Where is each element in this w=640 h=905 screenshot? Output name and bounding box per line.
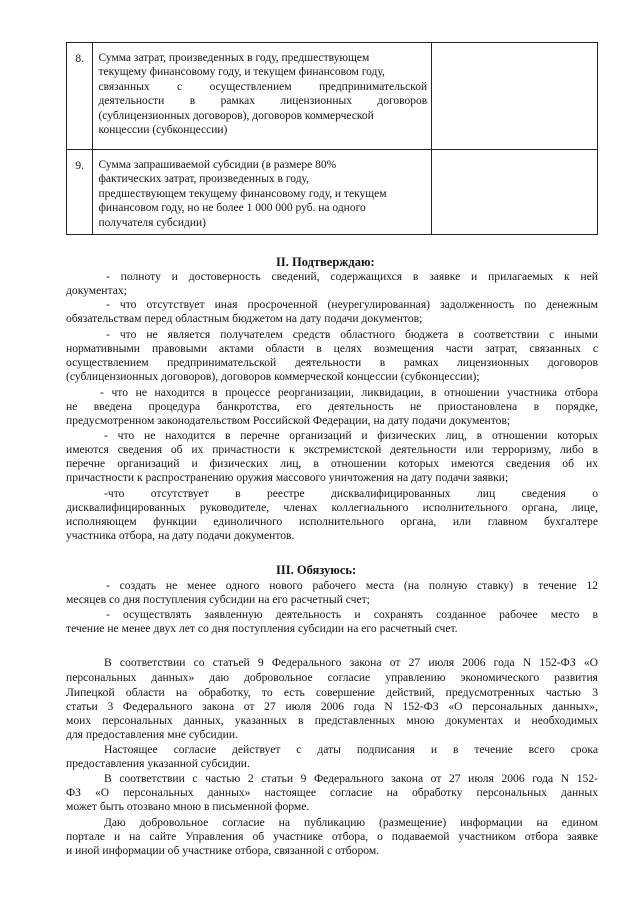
paragraph-line: ФЗ «О персональных данных» настоящее согласие на обработку персональных данных xyxy=(66,786,598,799)
paragraph-line: документах; xyxy=(66,284,127,297)
section-heading-confirm: II. Подтверждаю: xyxy=(276,255,375,269)
paragraph-line: - что не находится в перечне организаций и физических лиц, в отношении которых xyxy=(104,429,598,442)
paragraph-line: обязательствам перед областным бюджетом на дату подачи документов; xyxy=(66,312,423,325)
paragraph-line: нормативными правовыми актами области в целях возмещения части затрат, связанных с xyxy=(66,342,598,355)
paragraph-line: имеются сведения об их причастности к экстремистской деятельности или терроризму, либо в xyxy=(66,443,598,456)
row-description xyxy=(93,43,432,150)
cell-line: Сумма затрат, произведенных в году, предшествующем xyxy=(98,52,370,64)
paragraph-line: (сублицензионных договоров), договоров коммерческой концессии (субконцессии); xyxy=(66,370,480,383)
cell-line: получателя субсидии) xyxy=(98,216,206,229)
cell-line: Сумма запрашиваемой субсидии (в размере 80% xyxy=(98,159,337,171)
row-number: 9. xyxy=(67,150,93,235)
paragraph-line: для предоставления мне субсидии. xyxy=(66,728,238,741)
paragraph-line: В соответствии с частью 2 статьи 9 Федерального закона от 27 июля 2006 года N 152- xyxy=(104,772,598,785)
cell-line: деятельности в рамках лицензионных договоров xyxy=(98,95,428,108)
paragraph-line: перечне организаций и физических лиц, в отношении которых имеются сведения об их xyxy=(66,457,598,470)
cell-line: финансовом году, но не более 1 000 000 руб. на одного xyxy=(98,202,366,215)
paragraph-line: - что не является получателем средств областного бюджета в соответствии с иными xyxy=(106,328,598,341)
paragraph-line: участника отбора, на дату подачи документов. xyxy=(66,529,295,542)
cell-line: фактических затрат, произведенных в году, xyxy=(98,173,310,186)
paragraph-line: и иной информации об участнике отбора, связанной с отбором. xyxy=(66,844,380,857)
paragraph-line: статьи 3 Федерального закона от 27 июля 2006 года N 152-ФЗ «О персональных данных», xyxy=(66,700,598,713)
cell-line: текущему финансовому году, и текущем финансовом году, xyxy=(98,66,385,79)
row-value-cell[interactable] xyxy=(432,43,598,150)
subsidy-table xyxy=(66,42,598,235)
row-description xyxy=(93,150,432,235)
paragraph-line: - полноту и достоверность сведений, содержащихся в заявке и прилагаемых к ней xyxy=(106,270,598,283)
cell-line: предшествующем текущему финансовому году, и текущем xyxy=(98,187,387,200)
cell-line: концессии (субконцессии) xyxy=(98,124,228,137)
paragraph-line: - создать не менее одного нового рабочего места (на полную ставку) в течение 12 xyxy=(106,579,598,592)
section-heading-obligations: III. Обязуюсь: xyxy=(276,563,357,577)
paragraph-line: не введена процедура банкротства, его деятельность не приостановлена в порядке, xyxy=(66,400,598,413)
paragraph-line: предоставления указанной субсидии. xyxy=(66,757,250,770)
paragraph-line: причастности к распространению оружия массового уничтожения на дату подачи заявки; xyxy=(66,471,509,484)
paragraph-line: может быть отозвано мною в письменной форме. xyxy=(66,800,310,813)
paragraph-line: течение не менее двух лет со дня поступления субсидии на его расчетный счет. xyxy=(66,622,458,635)
paragraph-line: Даю добровольное согласие на публикацию (размещение) информации на едином xyxy=(104,816,598,829)
row-number: 8. xyxy=(67,43,93,150)
paragraph-line: -что отсутствует в реестре дисквалифицированных лиц сведения о xyxy=(104,487,598,500)
paragraph-line: - осуществлять заявленную деятельность и сохранять созданное рабочее место в xyxy=(106,608,598,621)
paragraph-line: дисквалифицированных руководителе, членах коллегиального исполнительного органа, лице, xyxy=(66,501,598,514)
table-row xyxy=(67,150,598,235)
paragraph-line: - что не находится в процессе реорганизации, ликвидации, в отношении участника отбора xyxy=(100,386,598,399)
paragraph-line: - что отсутствует иная просроченной (неурегулированная) задолженность по денежным xyxy=(106,298,598,311)
row-value-cell[interactable] xyxy=(432,150,598,235)
paragraph-line: моих персональных данных, указанных в представленных мною документах и необходимых xyxy=(66,714,598,727)
paragraph-line: осуществлением предпринимательской деятельности в рамках лицензионных договоров xyxy=(66,356,598,369)
cell-line: (сублицензионных договоров), договоров коммерческой xyxy=(98,109,374,122)
table-row xyxy=(67,43,598,150)
paragraph-line: предусмотренном законодательством Российской Федерации, на дату подачи документов; xyxy=(66,414,511,427)
paragraph-line: исполняющем функции единоличного исполнительного органа, или главном бухгалтере xyxy=(66,515,598,528)
paragraph-line: месяцев со дня поступления субсидии на его расчетный счет; xyxy=(66,593,370,606)
paragraph-line: Липецкой области на обработку, то есть совершение действий, предусмотренных частью 3 xyxy=(66,686,598,699)
paragraph-line: портале и на сайте Управления об участнике отбора, о подаваемой участником отбора заявке xyxy=(66,830,598,843)
paragraph-line: В соответствии со статьей 9 Федерального закона от 27 июля 2006 года N 152-ФЗ «О xyxy=(104,656,598,669)
paragraph-line: персональных данных» даю добровольное согласие управлению экономического развития xyxy=(66,671,598,684)
cell-line: связанных с осуществлением предпринимательской xyxy=(98,80,428,93)
paragraph-line: Настоящее согласие действует с даты подписания и в течение всего срока xyxy=(104,743,598,756)
